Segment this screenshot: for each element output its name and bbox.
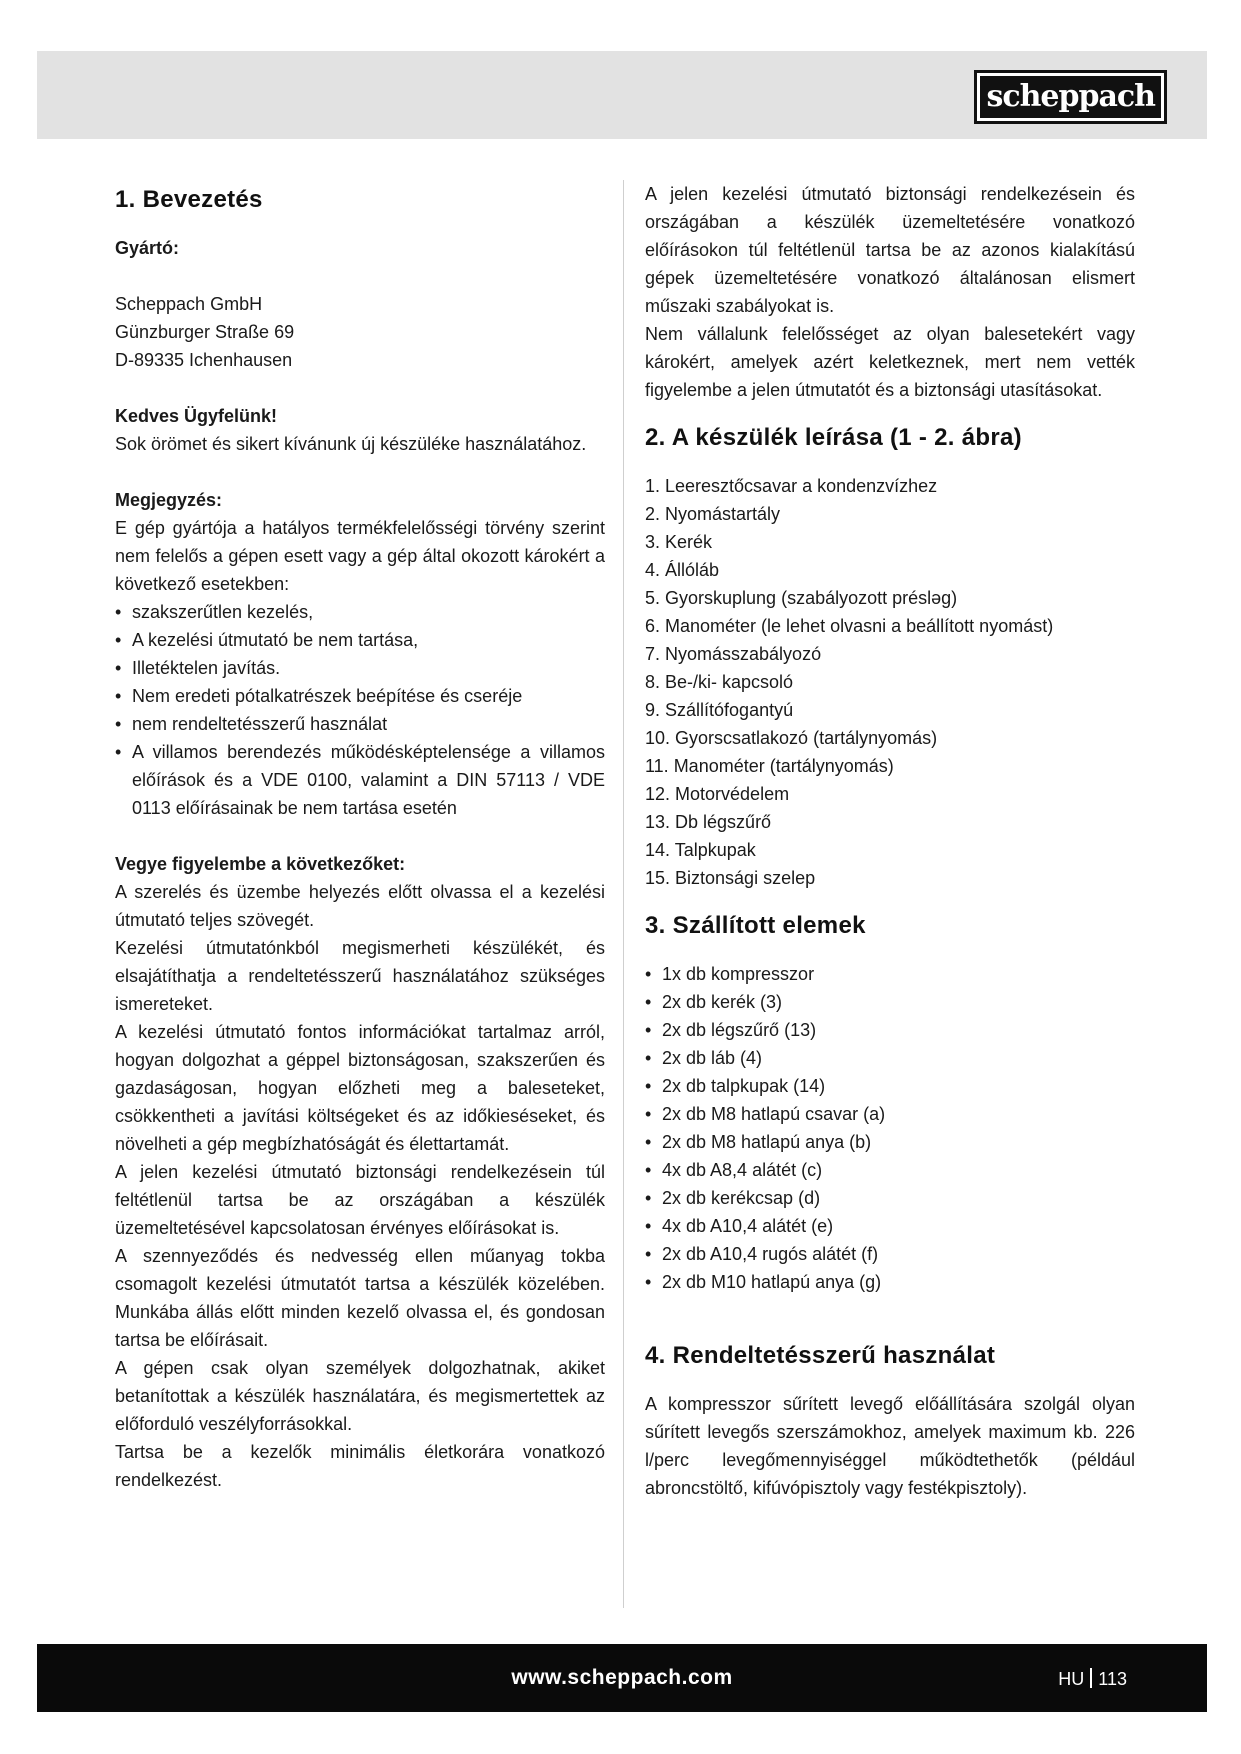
list-item: • szakszerűtlen kezelés, xyxy=(115,598,605,626)
list-item: 14. Talpkupak xyxy=(645,840,756,860)
left-column xyxy=(115,180,605,1494)
column-divider xyxy=(623,180,624,1608)
list-item: 11. Manométer (tartálynyomás) xyxy=(645,756,894,776)
section-1-title: 1. Bevezetés xyxy=(115,186,263,213)
parts-list xyxy=(645,472,1135,892)
list-item: • nem rendeltetésszerű használat xyxy=(115,710,605,738)
footer-band xyxy=(37,1644,1207,1712)
list-item: • 2x db kerék (3) xyxy=(645,988,1135,1016)
address-line: Günzburger Straße 69 xyxy=(115,322,295,342)
paragraph: A szennyeződés és nedvesség ellen műanyag tokba csomagolt kezelési útmutatót tartsa a készülék közelében. Munkába állás előtt minden kezelő olvassa el, és gondosan tartsa be előírásait. xyxy=(115,1246,605,1350)
list-item: • Illetéktelen javítás. xyxy=(115,654,605,682)
list-item: 4. Állóláb xyxy=(645,560,720,580)
section-3-title: 3. Szállított elemek xyxy=(645,912,866,939)
list-item: 7. Nyomásszabályozó xyxy=(645,644,822,664)
delivered-items-list xyxy=(645,960,1135,1296)
list-item: • A villamos berendezés működésképtelensége a villamos előírások és a VDE 0100, valamint a DIN 57113 / VDE 0113 előírásainak be nem tartása esetén xyxy=(115,738,605,822)
list-item: • 2x db M10 hatlapú anya (g) xyxy=(645,1268,1135,1296)
address-line: D-89335 Ichenhausen xyxy=(115,350,293,370)
paragraph: A szerelés és üzembe helyezés előtt olvassa el a kezelési útmutató teljes szövegét. xyxy=(115,882,605,930)
website-link[interactable]: www.scheppach.com xyxy=(511,1666,733,1689)
paragraph: Kezelési útmutatónkból megismerheti készülékét, és elsajátíthatja a rendeltetésszerű használatához szükséges ismereteket. xyxy=(115,938,605,1014)
note-text: E gép gyártója a hatályos termékfelelősségi törvény szerint nem felelős a gépen esett vagy a gép által okozott károkért a következő esetekben: xyxy=(115,518,605,594)
list-item: 13. Db légszűrő xyxy=(645,812,772,832)
list-item: 12. Motorvédelem xyxy=(645,784,790,804)
paragraph: Tartsa be a kezelők minimális életkorára vonatkozó rendelkezést. xyxy=(115,1442,605,1490)
paragraph: A gépen csak olyan személyek dolgozhatnak, akiket betanítottak a készülék használatára, és megismertettek az előforduló veszélyforrásokkal. xyxy=(115,1358,605,1434)
list-item: • 2x db M8 hatlapú anya (b) xyxy=(645,1128,1135,1156)
list-item: 8. Be-/ki- kapcsoló xyxy=(645,672,794,692)
list-item: • 2x db M8 hatlapú csavar (a) xyxy=(645,1100,1135,1128)
list-item: • 2x db légszűrő (13) xyxy=(645,1016,1135,1044)
address-line: Scheppach GmbH xyxy=(115,294,263,314)
page-number-value: 113 xyxy=(1098,1669,1127,1689)
paragraph: Nem vállalunk felelősséget az olyan balesetekért vagy károkért, amelyek azért keletkeznek, mert nem vették figyelembe a jelen útmutatót és a biztonsági utasításokat. xyxy=(645,324,1135,400)
list-item: 3. Kerék xyxy=(645,532,713,552)
list-item: • 2x db láb (4) xyxy=(645,1044,1135,1072)
greeting-text: Sok örömet és sikert kívánunk új készüléke használatához. xyxy=(115,434,587,454)
scheppach-logo: scheppach xyxy=(974,70,1167,124)
right-column xyxy=(645,180,1135,1502)
list-item: • A kezelési útmutató be nem tartása, xyxy=(115,626,605,654)
separator xyxy=(1090,1668,1092,1688)
language-code: HU xyxy=(1058,1669,1085,1689)
manufacturer-label: Gyártó: xyxy=(115,238,180,258)
paragraph: A jelen kezelési útmutató biztonsági rendelkezésein túl feltétlenül tartsa be az országában a készülék üzemeltetésével kapcsolatosan érvényes előírásokat is. xyxy=(115,1162,605,1238)
paragraph: A kezelési útmutató fontos információkat tartalmaz arról, hogyan dolgozhat a géppel biztonságosan, szakszerűen és gazdaságosan, hogyan előzheti meg a baleseteket, csökkentheti a javítási költségeket és az időkieséseket, és növelheti a gép megbízhatóságát és élettartamát. xyxy=(115,1022,605,1154)
observe-title: Vegye figyelembe a következőket: xyxy=(115,854,406,874)
section-4-title: 4. Rendeltetésszerű használat xyxy=(645,1342,996,1369)
note-title: Megjegyzés: xyxy=(115,490,223,510)
header-band xyxy=(37,51,1207,139)
paragraph: A jelen kezelési útmutató biztonsági rendelkezésein és országában a készülék üzemeltetésére vonatkozó előírásokon túl feltétlenül tartsa be az azonos kialakítású gépek üzemeltetésére vonatkozó általánosan elismert műszaki szabályokat is. xyxy=(645,184,1135,316)
list-item: 10. Gyorscsatlakozó (tartálynyomás) xyxy=(645,728,938,748)
list-item: • 2x db talpkupak (14) xyxy=(645,1072,1135,1100)
list-item: • Nem eredeti pótalkatrészek beépítése és cseréje xyxy=(115,682,605,710)
section-2-title: 2. A készülék leírása (1 - 2. ábra) xyxy=(645,424,1022,451)
section-4-text: A kompresszor sűrített levegő előállítására szolgál olyan sűrített levegős szerszámokhoz, amelyek maximum kb. 226 l/perc levegőmennyiséggel működtethetők (például abroncstöltő, kifúvópisztoly vagy festékpisztoly). xyxy=(645,1394,1135,1498)
list-item: • 2x db kerékcsap (d) xyxy=(645,1184,1135,1212)
list-item: 1. Leeresztőcsavar a kondenzvízhez xyxy=(645,476,938,496)
note-bullet-list xyxy=(115,598,605,822)
list-item: 9. Szállítófogantyú xyxy=(645,700,794,720)
list-item: 15. Biztonsági szelep xyxy=(645,868,816,888)
list-item: • 2x db A10,4 rugós alátét (f) xyxy=(645,1240,1135,1268)
greeting-title: Kedves Ügyfelünk! xyxy=(115,406,278,426)
list-item: • 1x db kompresszor xyxy=(645,960,1135,988)
list-item: • 4x db A10,4 alátét (e) xyxy=(645,1212,1135,1240)
list-item: 6. Manométer (le lehet olvasni a beállított nyomást) xyxy=(645,616,1054,636)
page-number xyxy=(1058,1666,1127,1692)
list-item: 2. Nyomástartály xyxy=(645,504,781,524)
list-item: 5. Gyorskuplung (szabályozott présləg) xyxy=(645,588,958,608)
list-item: • 4x db A8,4 alátét (c) xyxy=(645,1156,1135,1184)
